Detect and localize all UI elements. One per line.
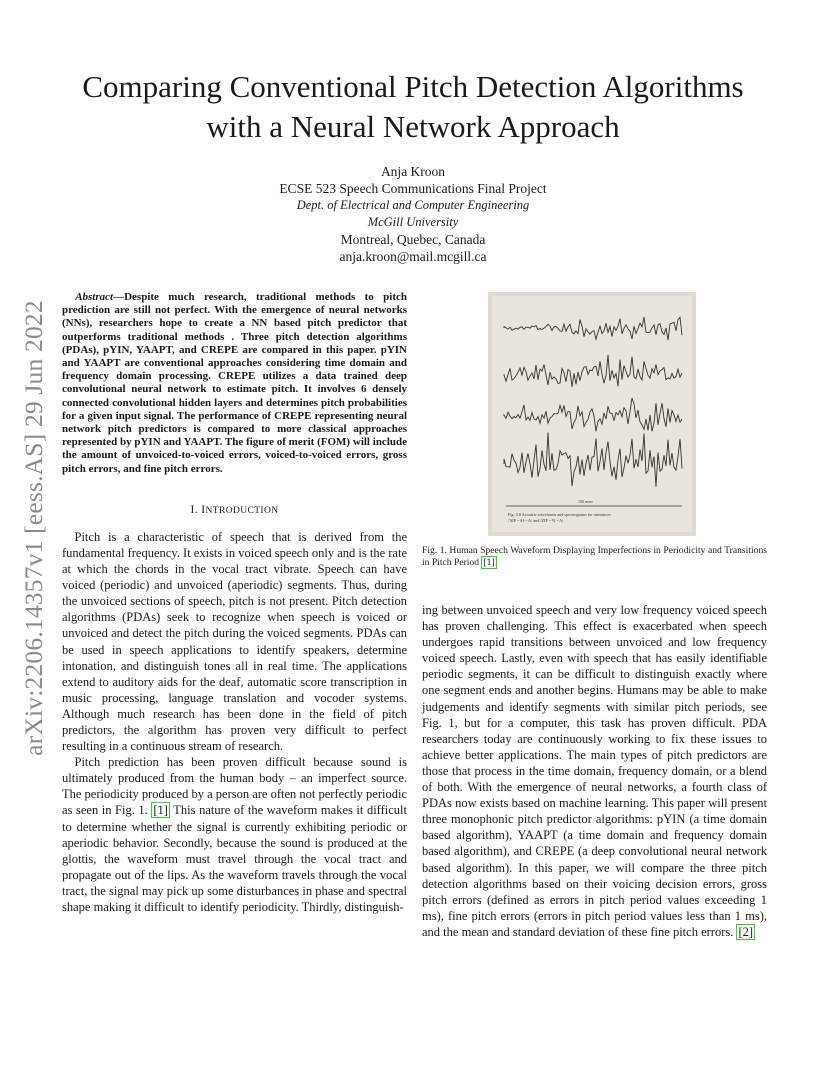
intro-paragraph-1: Pitch is a characteristic of speech that is derived from the fundamental frequency. It exists in voiced speech only and is the rate at which the chords in the vocal tract vibrate. Speech can have voiced (periodic) and unvoiced (aperiodic) segments. Thus, during the unvoiced sections of speech, pitch is not present. Pitch detection algorithms (PDAs) seek to recognize when speech is voiced or unvoiced and detect the pitch during the voiced segments. PDAs can be used in speech applications to identify speakers, determine intonation, and distinguish tones all in real time. The applications extend to auditory aids for the deaf, automatic score transcription in music processing, language translation and vocoder systems. Although much research has been done in the field of pitch predictors, the algorithm has proven very difficult to perfect resulting in a continuous stream of research.: [62, 529, 407, 754]
abstract-lead: Abstract: [75, 291, 114, 303]
arxiv-id-text: arXiv:2206.14357v1 [eess.AS] 29 Jun 2022: [19, 300, 48, 756]
paper-title: Comparing Conventional Pitch Detection Algorithms with a Neural Network Approach: [82, 69, 744, 144]
intro-paragraph-3: [422, 602, 767, 940]
abstract: [62, 291, 407, 476]
inner-figure-label-2: /'SIP ~ SI ~ A/ and /ZIP ~ N ~ A/: [508, 518, 564, 523]
scale-label: 100 msec: [578, 499, 594, 504]
paragraph-2-text-a: Pitch prediction has been proven difficult because sound is ultimately produced from the human body – an imperfect source. The periodicity produced by a person are often not perfectly periodic as seen in Fig. 1.: [62, 755, 408, 818]
section-heading: [62, 504, 407, 516]
citation-link-1[interactable]: [1]: [153, 803, 168, 818]
paragraph-3-text: ing between unvoiced speech and very low frequency voiced speech has proven challenging. This effect is exacerbated when speech undergoes rapid transitions between unvoiced and low frequency voiced speech. Lastly, even with speech that has easily identifiable periodic segments, it can be difficult to distinguish exactly where one segment ends and another begins. Humans may be able to make judgements and identify segments with similar pitch periods, see Fig. 1, but for a computer, this task has proven difficult. PDA researchers today are continuously working to fix these issues to achieve better applications. The main types of pitch predictors are those that process in the time domain, frequency domain, or a blend of both. With the emergence of neural networks, a fourth class of PDAs now exists based on machine learning. This paper will present three monophonic pitch predictor algorithms: pYIN (a time domain based algorithm), YAAPT (a time domain and frequency domain based algorithm), and CREPE (a deep convolutional neural network based algorithm). In this paper, we will compare the three pitch detection algorithms based on their voicing decision errors, gross pitch errors (defined as errors in pitch period values exceeding 1 ms), fine pitch errors (errors in pitch period values less than 1 ms), and the mean and standard deviation of these fine pitch errors.: [422, 603, 767, 939]
section-number: I. I: [190, 503, 206, 516]
arxiv-identifier: [16, 283, 52, 773]
left-column: [62, 291, 407, 915]
intro-paragraph-2: [62, 754, 407, 915]
email: anja.kroon@mail.mcgill.ca: [339, 249, 487, 264]
course-name: ECSE 523 Speech Communications Final Project: [279, 181, 547, 196]
figure-1-caption: [422, 545, 767, 570]
author-block: [160, 163, 666, 265]
abstract-text: —Despite much research, traditional methods to pitch prediction are still not perfect. With the emergence of neural networks (NNs), researchers hope to create a NN based pitch predictor that outperforms traditional methods . Three pitch detection algorithms (PDAs), pYIN, YAAPT, and CREPE are compared in this paper. pYIN and YAAPT are conventional approaches considering time domain and frequency domain processing. CREPE utilizes a data trained deep convolutional neural network to estimate pitch. It involves 6 densely connected convolutional hidden layers and determines pitch probabilities for a given input signal. The performance of CREPE representing neural network pitch predictors is compared to more classical approaches represented by pYIN and YAAPT. The figure of merit (FOM) will include the amount of unvoiced-to-voiced errors, voiced-to-voiced errors, gross pitch errors, and fine pitch errors.: [62, 291, 407, 475]
citation-link-2[interactable]: [2]: [738, 924, 754, 939]
author-name: Anja Kroon: [380, 164, 446, 179]
figure-1-image: [488, 292, 696, 536]
caption-citation-link[interactable]: [1]: [483, 557, 495, 569]
university: McGill University: [367, 215, 459, 229]
department: Dept. of Electrical and Computer Engineering: [296, 198, 530, 212]
caption-text: Fig. 1. Human Speech Waveform Displaying Imperfections in Periodicity and Transitions in Pitch Period: [422, 545, 767, 569]
section-title: NTRODUCTION: [205, 505, 279, 516]
inner-figure-label: Fig. 3.8 Acoustic waveforms and spectrograms for utterances: [508, 512, 611, 517]
right-column: [422, 602, 767, 940]
location: Montreal, Quebec, Canada: [340, 232, 486, 247]
speech-waveform-photo: [488, 292, 696, 536]
paragraph-2-text-b: This nature of the waveform makes it difficult to determine whether the signal is currently exhibiting periodic or aperiodic behavior. Secondly, because the sound is produced at the glottis, the waveform must travel through the vocal tract and propagate out of the lips. As the waveform travels through the vocal tract, the signal may pick up some disturbances in phase and spectral shape making it difficult to identify periodicity. Thirdly, distinguish-: [62, 803, 407, 914]
